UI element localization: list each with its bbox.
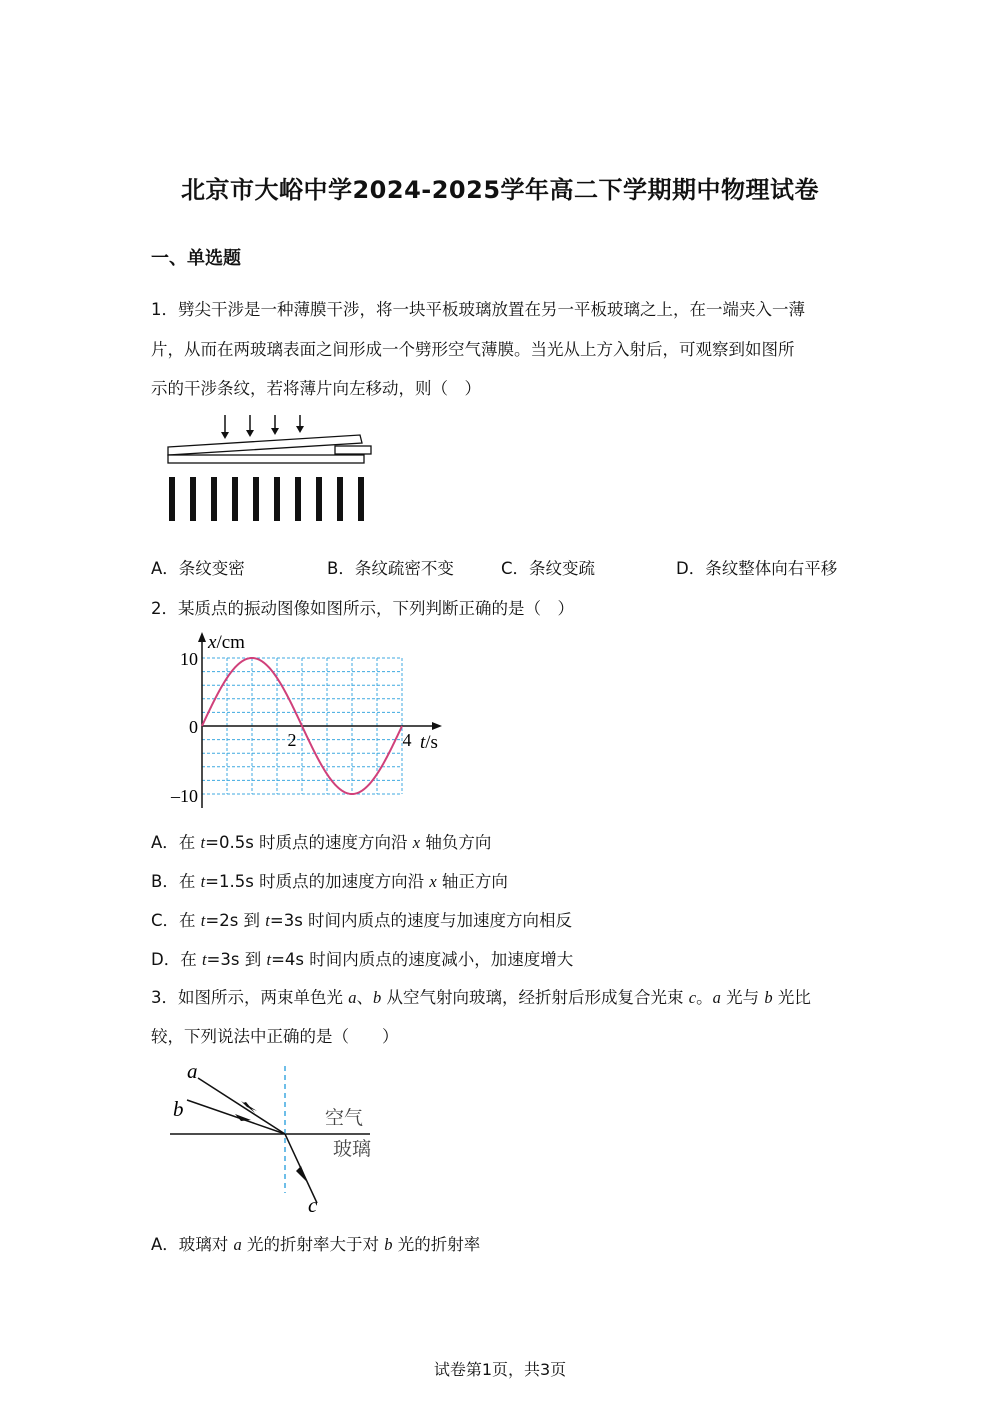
x-tick-2: 2 (287, 730, 297, 750)
thin-sheet (335, 446, 371, 454)
q2-vibration-chart (160, 628, 460, 818)
page-footer: 试卷第1页，共3页 (433, 1360, 567, 1379)
page-title: 北京市大峪中学2024-2025学年高二下学期期中物理试卷 (180, 176, 820, 204)
q2-option-a: A．在 t=0.5s 时质点的速度方向沿 x 轴负方向 (151, 833, 492, 852)
q1-option-a: A．条纹变密 (151, 559, 245, 578)
bottom-glass-plate (168, 455, 364, 463)
q2-option-b: B．在 t=1.5s 时质点的加速度方向沿 x 轴正方向 (151, 872, 508, 891)
label-b: b (173, 1097, 184, 1121)
q2-stem: 2．某质点的振动图像如图所示，下列判断正确的是（ ） (151, 599, 574, 618)
label-air: 空气 (325, 1107, 364, 1129)
q3-line-1: 3．如图所示，两束单色光 a、b 从空气射向玻璃，经折射后形成复合光束 c。a 光与 b 光比 (151, 988, 811, 1007)
label-a: a (187, 1059, 198, 1083)
x-axis-label: t/s (420, 732, 438, 753)
top-glass-plate (168, 435, 362, 455)
section-heading: 一、单选题 (151, 248, 241, 269)
q1-line-2: 片，从而在两玻璃表面之间形成一个劈形空气薄膜。当光从上方入射后，可观察到如图所 (151, 340, 795, 359)
ray-a (198, 1078, 285, 1134)
y-axis-label: x/cm (208, 632, 245, 653)
q1-line-3: 示的干涉条纹，若将薄片向左移动，则（ ） (151, 379, 481, 398)
q3-option-a: A．玻璃对 a 光的折射率大于对 b 光的折射率 (151, 1235, 481, 1254)
q1-line-1: 1．劈尖干涉是一种薄膜干涉，将一块平板玻璃放置在另一平板玻璃之上，在一端夹入一薄 (151, 300, 805, 319)
y-tick-0: 0 (189, 717, 198, 737)
y-tick-10: 10 (180, 649, 198, 669)
q2-option-c: C．在 t=2s 到 t=3s 时间内质点的速度与加速度方向相反 (151, 911, 573, 930)
q1-option-c: C．条纹变疏 (501, 559, 596, 578)
q1-wedge-figure (160, 405, 390, 530)
q3-refraction-figure (165, 1058, 405, 1218)
q1-option-d: D．条纹整体向右平移 (676, 559, 838, 578)
q1-option-b: B．条纹疏密不变 (327, 559, 454, 578)
q3-line-2: 较，下列说法中正确的是（ ） (151, 1027, 399, 1046)
y-tick-neg10: –10 (171, 786, 198, 806)
interference-fringes (169, 477, 364, 521)
ray-b (187, 1100, 285, 1134)
x-tick-4: 4 (402, 730, 412, 750)
label-c: c (308, 1193, 318, 1217)
q2-option-d: D．在 t=3s 到 t=4s 时间内质点的速度减小，加速度增大 (151, 950, 574, 969)
label-glass: 玻璃 (333, 1138, 372, 1160)
